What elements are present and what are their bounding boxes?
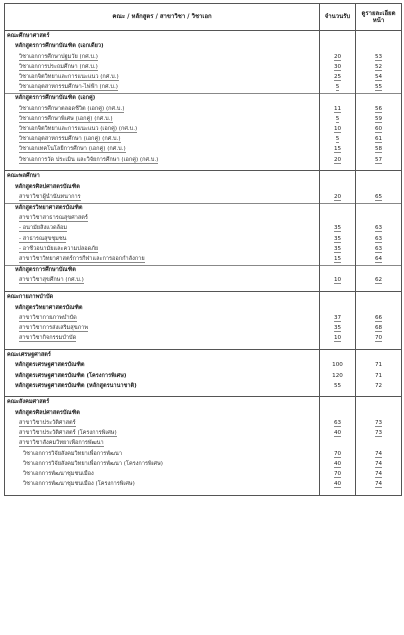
page-cell <box>356 135 402 145</box>
table-row <box>5 439 402 449</box>
faculty-row <box>5 349 402 361</box>
table-row <box>5 276 402 286</box>
table-row <box>5 234 402 244</box>
table-row <box>5 244 402 254</box>
faculty-name: คณะพลศึกษา <box>5 171 320 183</box>
page-cell <box>356 255 402 266</box>
major-label: วิชาเอกอุตสาหกรรมศึกษา (เอกคู่) (กศ.บ.) <box>19 136 121 143</box>
table-row <box>5 334 402 344</box>
quota-cell <box>320 224 356 234</box>
table-row <box>5 83 402 94</box>
quota-cell <box>320 125 356 135</box>
quota-cell <box>320 255 356 266</box>
quota-value: 40 <box>333 460 342 467</box>
quota-value: 20 <box>333 156 342 163</box>
empty-cell <box>320 31 356 43</box>
quota-cell <box>320 439 356 449</box>
quota-cell <box>320 324 356 334</box>
program-row <box>5 408 402 418</box>
empty-cell <box>320 265 356 276</box>
major-label: วิชาเอกการวัด ประเมิน และวิจัยการศึกษา (เอกคู่) (กศ.บ.) <box>19 156 159 163</box>
quota-cell <box>320 361 356 371</box>
program-row <box>5 303 402 313</box>
header-quota: จำนวนรับ <box>320 4 356 31</box>
quota-value: 25 <box>333 74 342 81</box>
table-row <box>5 104 402 114</box>
page-value: 62 <box>374 277 383 284</box>
major-name <box>5 439 320 449</box>
page-cell <box>356 371 402 381</box>
quota-value: 100 <box>332 362 343 369</box>
empty-cell <box>356 292 402 304</box>
table-row <box>5 62 402 72</box>
table-row <box>5 480 402 490</box>
major-name <box>5 449 320 459</box>
quota-cell <box>320 276 356 286</box>
page-cell <box>356 381 402 391</box>
major-label: สาขาวิชาการส่งเสริมสุขภาพ <box>19 324 89 331</box>
table-row <box>5 125 402 135</box>
page-value: 74 <box>374 450 383 457</box>
program-row <box>5 265 402 276</box>
quota-value: 70 <box>333 471 342 478</box>
empty-cell <box>356 31 402 43</box>
quota-value: 35 <box>333 324 342 331</box>
major-name <box>5 125 320 135</box>
quota-cell <box>320 145 356 155</box>
page-cell <box>356 324 402 334</box>
page-value: 70 <box>374 335 383 342</box>
major-label: หลักสูตรเศรษฐศาสตรบัณฑิต <box>15 362 85 369</box>
quota-cell <box>320 480 356 490</box>
table-row <box>5 155 402 165</box>
empty-cell <box>356 182 402 192</box>
page-cell <box>356 83 402 94</box>
quota-cell <box>320 234 356 244</box>
page-cell <box>356 62 402 72</box>
table-row <box>5 371 402 381</box>
page-cell <box>356 449 402 459</box>
empty-cell <box>320 490 356 496</box>
table-row <box>5 145 402 155</box>
quota-cell <box>320 52 356 62</box>
major-name <box>5 381 320 391</box>
program-row <box>5 203 402 214</box>
program-row <box>5 182 402 192</box>
empty-cell <box>320 349 356 361</box>
page-value: 63 <box>374 235 383 242</box>
empty-cell <box>320 42 356 52</box>
quota-value: 35 <box>333 245 342 252</box>
page-value: 71 <box>374 372 383 379</box>
quota-cell <box>320 155 356 165</box>
quota-value: 10 <box>333 335 342 342</box>
page-value: 63 <box>374 245 383 252</box>
program-name: หลักสูตรวิทยาศาสตรบัณฑิต <box>5 303 320 313</box>
page-cell <box>356 361 402 371</box>
page-value: 74 <box>374 481 383 488</box>
program-table <box>4 3 402 496</box>
page-value: 55 <box>374 84 383 91</box>
page-value: 59 <box>374 115 383 122</box>
major-name <box>5 361 320 371</box>
page-cell <box>356 419 402 429</box>
major-label: วิชาเอกจิตวิทยาและการแนะแนว (กศ.บ.) <box>19 74 119 81</box>
major-label: วิชาเอกการประถมศึกษา (กศ.บ.) <box>19 63 98 70</box>
quota-cell <box>320 192 356 203</box>
empty-cell <box>320 408 356 418</box>
page-value: 74 <box>374 460 383 467</box>
major-name <box>5 52 320 62</box>
quota-value: 30 <box>333 63 342 70</box>
major-name <box>5 324 320 334</box>
page-cell <box>356 244 402 254</box>
major-name <box>5 135 320 145</box>
table-row <box>5 52 402 62</box>
major-name <box>5 114 320 124</box>
page-value: 58 <box>374 146 383 153</box>
page-value: 52 <box>374 63 383 70</box>
quota-value: 70 <box>333 450 342 457</box>
empty-cell <box>320 182 356 192</box>
major-label: วิชาเอกการพัฒนาชุมชนเมือง <box>23 471 94 478</box>
empty-cell <box>356 42 402 52</box>
empty-cell <box>356 303 402 313</box>
page-cell <box>356 104 402 114</box>
empty-cell <box>320 93 356 104</box>
page-cell <box>356 234 402 244</box>
quota-value: 5 <box>335 84 340 91</box>
table-row <box>5 324 402 334</box>
table-row <box>5 381 402 391</box>
page-value: 56 <box>374 105 383 112</box>
page-value: 73 <box>374 420 383 427</box>
major-label: - อนามัยสิ่งแวดล้อม <box>19 225 68 232</box>
major-label: สาขาวิชาสาธารณสุขศาสตร์ <box>19 215 88 222</box>
major-name <box>5 62 320 72</box>
empty-cell <box>356 93 402 104</box>
major-name <box>5 104 320 114</box>
major-name <box>5 214 320 224</box>
major-label: - อาชีวอนามัยและความปลอดภัย <box>19 245 99 252</box>
quota-value: 5 <box>335 136 340 143</box>
major-name <box>5 459 320 469</box>
page-value: 72 <box>374 382 383 389</box>
page-cell <box>356 192 402 203</box>
faculty-name: คณะศึกษาศาสตร์ <box>5 31 320 43</box>
table-body <box>5 31 402 496</box>
table-row <box>5 224 402 234</box>
page-cell <box>356 429 402 439</box>
table-row <box>5 73 402 83</box>
major-name <box>5 371 320 381</box>
quota-value: 11 <box>333 105 342 112</box>
page-cell <box>356 145 402 155</box>
page-cell <box>356 214 402 224</box>
quota-value: 35 <box>333 235 342 242</box>
page-value: 60 <box>374 125 383 132</box>
quota-value: 10 <box>333 125 342 132</box>
table-row <box>5 214 402 224</box>
quota-cell <box>320 470 356 480</box>
quota-cell <box>320 381 356 391</box>
empty-cell <box>356 397 402 409</box>
major-name <box>5 234 320 244</box>
quota-cell <box>320 62 356 72</box>
program-name: หลักสูตรการศึกษาบัณฑิต <box>5 265 320 276</box>
major-label: สาขาวิชาผู้นำนันทนาการ <box>19 193 81 200</box>
major-label: วิชาเอกการศึกษาปฐมวัย (กศ.บ.) <box>19 53 98 60</box>
page-value: 63 <box>374 225 383 232</box>
page-value: 64 <box>374 256 383 263</box>
page-value: 66 <box>374 314 383 321</box>
major-label: หลักสูตรเศรษฐศาสตรบัณฑิต (หลักสูตรนานาชาติ) <box>15 382 137 389</box>
table-row <box>5 135 402 145</box>
faculty-name: คณะเศรษฐศาสตร์ <box>5 349 320 361</box>
major-name <box>5 244 320 254</box>
page-cell <box>356 155 402 165</box>
major-name <box>5 429 320 439</box>
page-value: 65 <box>374 193 383 200</box>
empty-cell <box>320 292 356 304</box>
quota-value: 35 <box>333 225 342 232</box>
empty-cell <box>356 490 402 496</box>
table-row <box>5 419 402 429</box>
table-header-row <box>5 4 402 31</box>
major-label: สาขาวิชาสังคมวิทยาเพื่อการพัฒนา <box>19 440 104 447</box>
major-label: วิชาเอกจิตวิทยาและการแนะแนว (เอกคู่) (กศ.บ.) <box>19 125 138 132</box>
quota-cell <box>320 135 356 145</box>
quota-cell <box>320 313 356 323</box>
page-value: 73 <box>374 430 383 437</box>
document <box>4 3 401 496</box>
major-name <box>5 83 320 94</box>
quota-value: 40 <box>333 481 342 488</box>
faculty-row <box>5 31 402 43</box>
page-value: 68 <box>374 324 383 331</box>
quota-value: 40 <box>333 430 342 437</box>
empty-cell <box>320 171 356 183</box>
quota-cell <box>320 334 356 344</box>
faculty-row <box>5 292 402 304</box>
empty-cell <box>356 408 402 418</box>
program-row <box>5 42 402 52</box>
page-cell <box>356 470 402 480</box>
table-row <box>5 114 402 124</box>
quota-value: 5 <box>335 115 340 122</box>
page-value: 61 <box>374 136 383 143</box>
page-value: 74 <box>374 471 383 478</box>
quota-cell <box>320 114 356 124</box>
quota-cell <box>320 214 356 224</box>
page-cell <box>356 73 402 83</box>
major-label: สาขาวิชาวิทยาศาสตร์การกีฬาและการออกกำลังกาย <box>19 256 145 263</box>
quota-cell <box>320 104 356 114</box>
page-cell <box>356 114 402 124</box>
major-label: สาขาวิชากิจกรรมบำบัด <box>19 335 77 342</box>
major-label: สาขาวิชาประวัติศาสตร์ (โครงการพิเศษ) <box>19 430 117 437</box>
page-value: 57 <box>374 156 383 163</box>
quota-cell <box>320 449 356 459</box>
empty-cell <box>356 203 402 214</box>
major-name <box>5 255 320 266</box>
program-name: หลักสูตรวิทยาศาสตรบัณฑิต <box>5 203 320 214</box>
major-name <box>5 145 320 155</box>
page-cell <box>356 334 402 344</box>
major-label: สาขาวิชาสุขศึกษา (กศ.บ.) <box>19 277 84 284</box>
page-value: 53 <box>374 53 383 60</box>
quota-cell <box>320 429 356 439</box>
quota-value: 55 <box>333 382 342 389</box>
faculty-row <box>5 397 402 409</box>
table-row <box>5 429 402 439</box>
page-cell <box>356 480 402 490</box>
quota-value: 15 <box>333 256 342 263</box>
program-name: หลักสูตรการศึกษาบัณฑิต (เอกคู่) <box>5 93 320 104</box>
major-label: วิชาเอกเทคโนโลยีการศึกษา (เอกคู่) (กศ.บ.) <box>19 146 126 153</box>
quota-cell <box>320 371 356 381</box>
quota-value: 10 <box>333 277 342 284</box>
major-label: วิชาเอกการศึกษาพิเศษ (เอกคู่) (กศ.บ.) <box>19 115 113 122</box>
page-cell <box>356 125 402 135</box>
quota-value: 15 <box>333 146 342 153</box>
page-cell <box>356 52 402 62</box>
major-label: วิชาเอกอุตสาหกรรมศึกษา-ไฟฟ้า (กศ.บ.) <box>19 84 118 91</box>
table-row <box>5 192 402 203</box>
major-name <box>5 313 320 323</box>
major-name <box>5 224 320 234</box>
empty-cell <box>320 397 356 409</box>
major-label: วิชาเอกการศึกษาตลอดชีวิต (เอกคู่) (กศ.บ.) <box>19 105 125 112</box>
major-label: วิชาเอกการพัฒนาชุมชนเมือง (โครงการพิเศษ) <box>23 481 135 488</box>
page-cell <box>356 224 402 234</box>
page-cell <box>356 276 402 286</box>
page-value: 71 <box>374 362 383 369</box>
table-row <box>5 449 402 459</box>
faculty-name: คณะกายภาพบำบัด <box>5 292 320 304</box>
program-name: หลักสูตรศิลปศาสตรบัณฑิต <box>5 182 320 192</box>
table-row <box>5 459 402 469</box>
quota-cell <box>320 419 356 429</box>
quota-cell <box>320 244 356 254</box>
program-row <box>5 93 402 104</box>
major-name <box>5 419 320 429</box>
spacer-row <box>5 490 402 496</box>
table-row <box>5 255 402 266</box>
empty-cell <box>356 349 402 361</box>
major-label: - สาธารณสุขชุมชน <box>19 235 67 242</box>
empty-cell <box>320 303 356 313</box>
page-value: 54 <box>374 74 383 81</box>
program-name: หลักสูตรการศึกษาบัณฑิต (เอกเดี่ยว) <box>5 42 320 52</box>
faculty-name: คณะสังคมศาสตร์ <box>5 397 320 409</box>
quota-cell <box>320 73 356 83</box>
quota-value: 63 <box>333 420 342 427</box>
quota-value: 20 <box>333 193 342 200</box>
major-name <box>5 73 320 83</box>
major-name <box>5 155 320 165</box>
major-name <box>5 334 320 344</box>
empty-cell <box>5 490 320 496</box>
quota-value: 20 <box>333 53 342 60</box>
major-label: วิชาเอกการวิจัยสังคมวิทยาเพื่อการพัฒนา <box>23 450 122 457</box>
faculty-row <box>5 171 402 183</box>
major-label: สาขาวิชาประวัติศาสตร์ <box>19 420 76 427</box>
page-cell <box>356 439 402 449</box>
major-label: วิชาเอกการวิจัยสังคมวิทยาเพื่อการพัฒนา (โครงการพิเศษ) <box>23 460 163 467</box>
page-cell <box>356 459 402 469</box>
empty-cell <box>356 171 402 183</box>
table-row <box>5 313 402 323</box>
page-cell <box>356 313 402 323</box>
major-name <box>5 480 320 490</box>
major-name <box>5 470 320 480</box>
major-label: สาขาวิชากายภาพบำบัด <box>19 314 77 321</box>
quota-value: 37 <box>333 314 342 321</box>
header-name: คณะ / หลักสูตร / สาขาวิชา / วิชาเอก <box>5 4 320 31</box>
table-row <box>5 470 402 480</box>
empty-cell <box>356 265 402 276</box>
table-row <box>5 361 402 371</box>
major-name <box>5 192 320 203</box>
major-name <box>5 276 320 286</box>
empty-cell <box>320 203 356 214</box>
major-label: หลักสูตรเศรษฐศาสตรบัณฑิต (โครงการพิเศษ) <box>15 372 127 379</box>
header-page: ดูรายละเอียดหน้า <box>356 4 402 31</box>
program-name: หลักสูตรศิลปศาสตรบัณฑิต <box>5 408 320 418</box>
quota-value: 120 <box>332 372 343 379</box>
quota-cell <box>320 459 356 469</box>
quota-cell <box>320 83 356 94</box>
